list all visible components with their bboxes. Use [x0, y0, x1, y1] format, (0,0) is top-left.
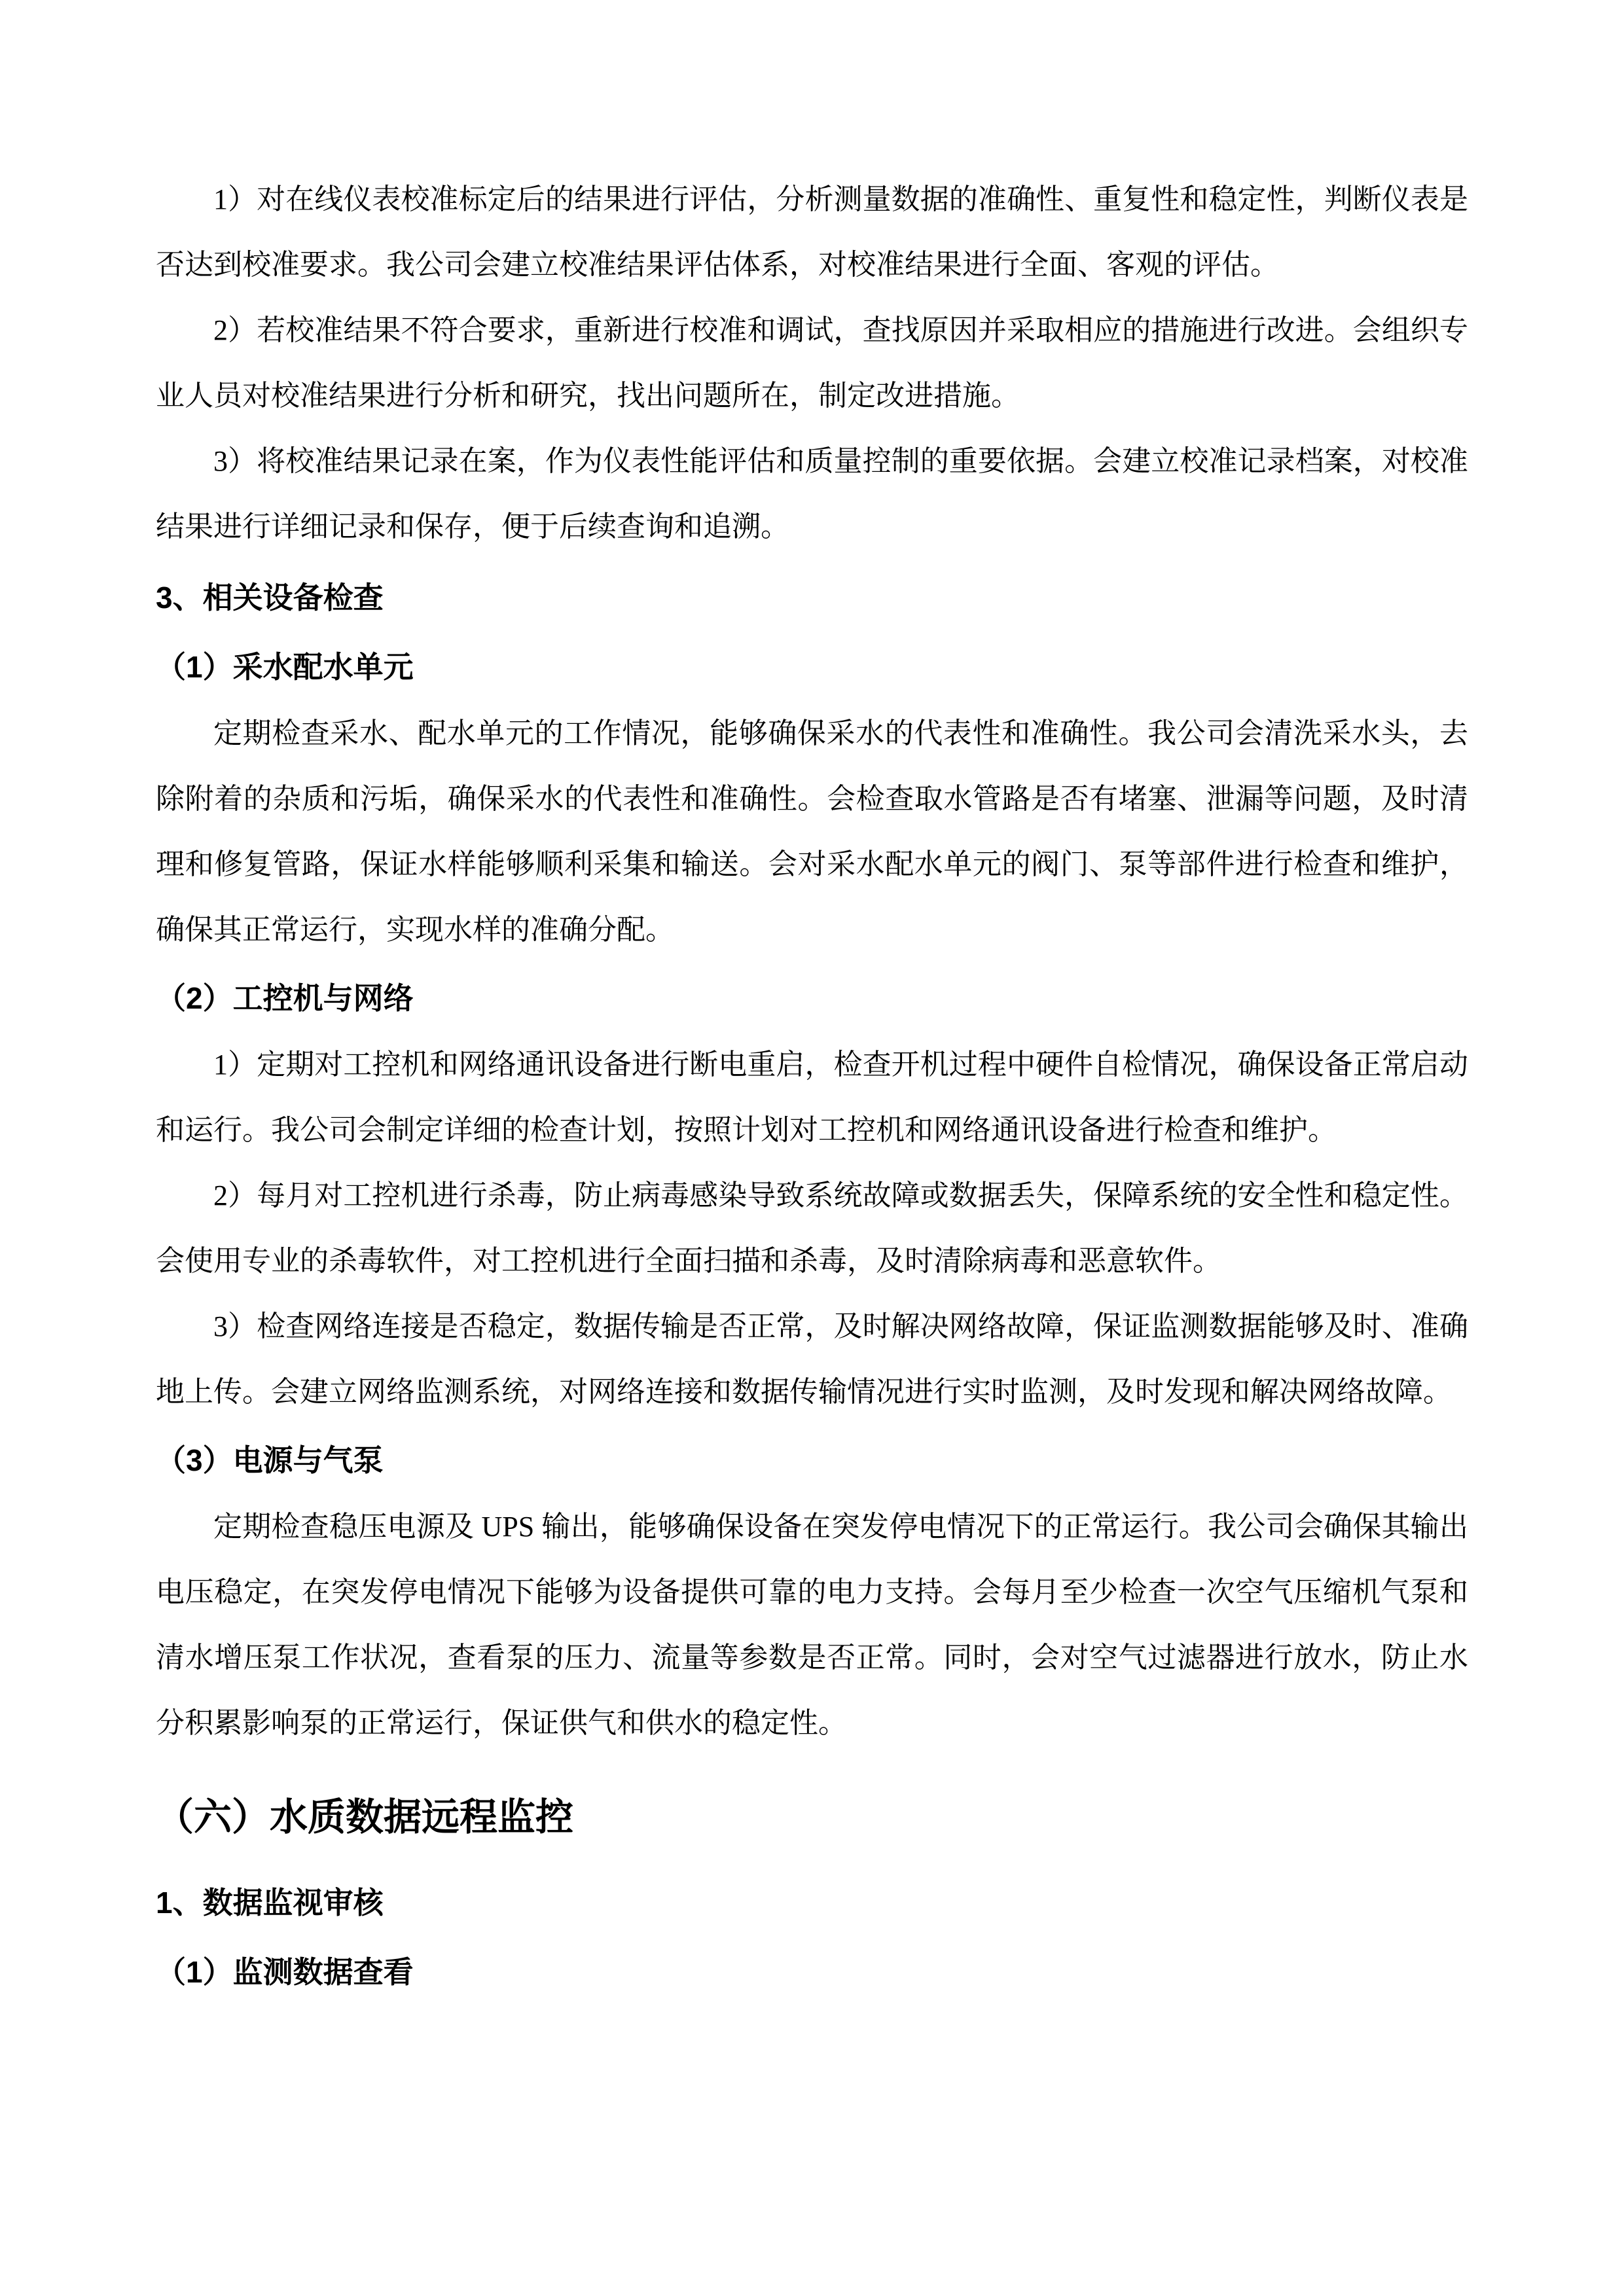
item-heading: （1）监测数据查看 — [156, 1955, 414, 1989]
item-heading: （3）电源与气泵 — [156, 1443, 384, 1477]
paragraph: 3）将校准结果记录在案，作为仪表性能评估和质量控制的重要依据。会建立校准记录档案，对校准结果进行详细记录和保存，便于后续查询和追溯。 — [156, 445, 1468, 543]
paragraph: 1）对在线仪表校准标定后的结果进行评估，分析测量数据的准确性、重复性和稳定性，判断仪表是否达到校准要求。我公司会建立校准结果评估体系，对校准结果进行全面、客观的评估。 — [156, 183, 1468, 281]
paragraph: 2）每月对工控机进行杀毒，防止病毒感染导致系统故障或数据丢失，保障系统的安全性和稳定性。会使用专业的杀毒软件，对工控机进行全面扫描和杀毒，及时清除病毒和恶意软件。 — [156, 1179, 1468, 1277]
paragraph: 2）若校准结果不符合要求，重新进行校准和调试，查找原因并采取相应的措施进行改进。会组织专业人员对校准结果进行分析和研究，找出问题所在，制定改进措施。 — [156, 314, 1468, 412]
paragraph: 1）定期对工控机和网络通讯设备进行断电重启，检查开机过程中硬件自检情况，确保设备正常启动和运行。我公司会制定详细的检查计划，按照计划对工控机和网络通讯设备进行检查和维护。 — [156, 1049, 1468, 1146]
item-heading: （1）采水配水单元 — [156, 650, 414, 684]
item-heading: （2）工控机与网络 — [156, 981, 414, 1015]
paragraph: 3）检查网络连接是否稳定，数据传输是否正常，及时解决网络故障，保证监测数据能够及时、准确地上传。会建立网络监测系统，对网络连接和数据传输情况进行实时监测，及时发现和解决网络故障。 — [156, 1310, 1468, 1408]
paragraph: 定期检查采水、配水单元的工作情况，能够确保采水的代表性和准确性。我公司会清洗采水头，去除附着的杂质和污垢，确保采水的代表性和准确性。会检查取水管路是否有堵塞、泄漏等问题，及时清理和修复管路，保证水样能够顺利采集和输送。会对采水配水单元的阀门、泵等部件进行检查和维护，确保其正常运行，实现水样的准确分配。 — [156, 717, 1468, 946]
paragraph: 定期检查稳压电源及 UPS 输出，能够确保设备在突发停电情况下的正常运行。我公司会确保其输出电压稳定，在突发停电情况下能够为设备提供可靠的电力支持。会每月至少检查一次空气压缩机气泵和清水增压泵工作状况，查看泵的压力、流量等参数是否正常。同时，会对空气过滤器进行放水，防止水分积累影响泵的正常运行，保证供气和供水的稳定性。 — [156, 1511, 1468, 1739]
section-heading: （六）水质数据远程监控 — [156, 1796, 574, 1839]
subsection-heading: 1、数据监视审核 — [156, 1886, 384, 1920]
subsection-heading: 3、相关设备检查 — [156, 581, 384, 615]
